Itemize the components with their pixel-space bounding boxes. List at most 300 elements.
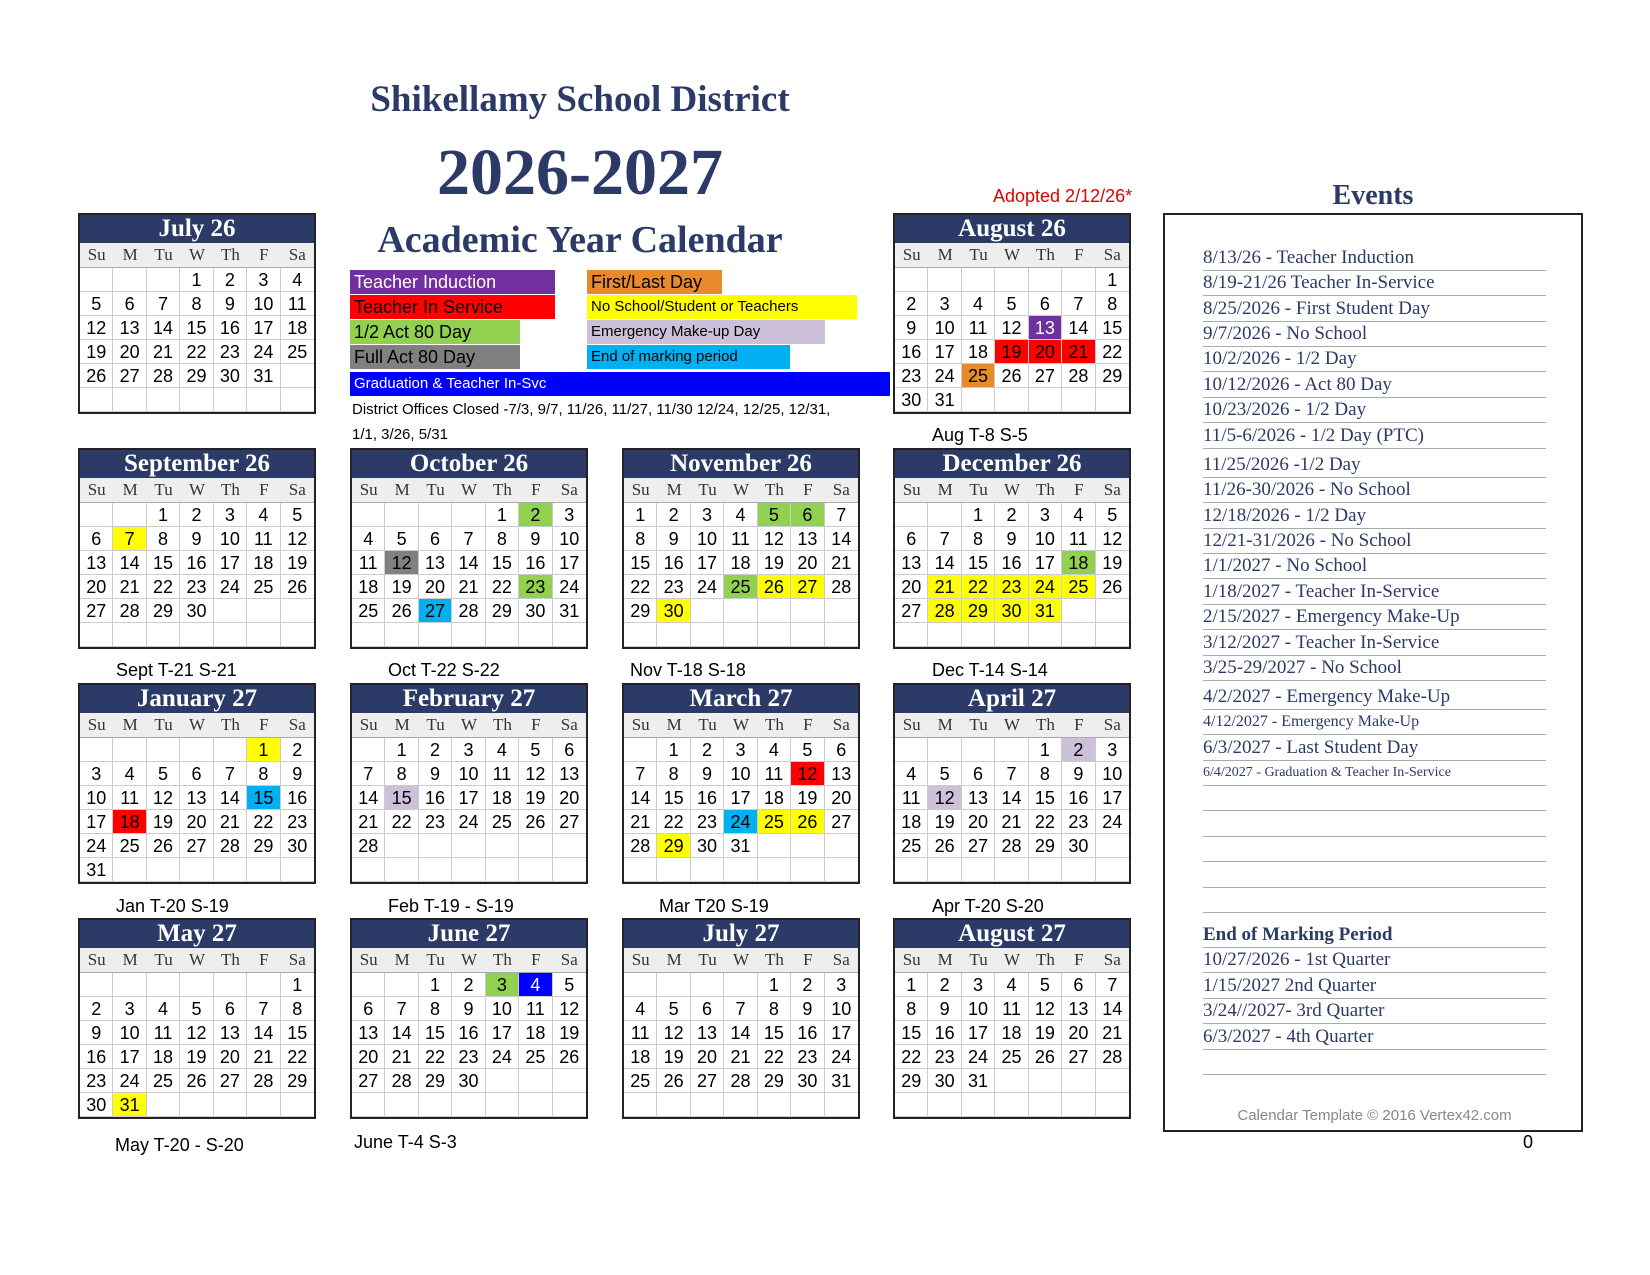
day-cell <box>147 268 180 292</box>
day-cell: 30 <box>1062 834 1095 858</box>
day-cell: 20 <box>214 1045 247 1069</box>
day-cell: 5 <box>928 762 961 786</box>
day-cell <box>180 388 213 412</box>
day-cell <box>1062 599 1095 623</box>
day-cell: 16 <box>691 786 724 810</box>
day-cell: 9 <box>281 762 314 786</box>
day-cell <box>1029 388 1062 412</box>
day-cell: 12 <box>995 316 1028 340</box>
day-cell: 18 <box>486 786 519 810</box>
day-cell: 7 <box>624 762 657 786</box>
day-cell: 12 <box>281 527 314 551</box>
day-cell: 17 <box>962 1021 995 1045</box>
day-cell: 18 <box>247 551 280 575</box>
day-cell <box>691 599 724 623</box>
day-cell: 24 <box>452 810 485 834</box>
district-name: Shikellamy School District <box>370 79 790 120</box>
month-title: March 27 <box>624 685 858 713</box>
day-cell: 5 <box>1096 503 1129 527</box>
day-cell <box>385 834 418 858</box>
day-cell <box>1096 834 1129 858</box>
day-cell: 14 <box>147 316 180 340</box>
day-cell <box>624 1093 657 1117</box>
day-cell: 12 <box>791 762 824 786</box>
day-cell: 8 <box>962 527 995 551</box>
day-cell: 30 <box>80 1093 113 1117</box>
weekday-label: Su <box>895 713 928 738</box>
day-cell: 13 <box>180 786 213 810</box>
day-cell <box>180 858 213 882</box>
day-cell: 4 <box>624 997 657 1021</box>
day-cell: 5 <box>995 292 1028 316</box>
day-cell <box>928 858 961 882</box>
day-cell: 10 <box>1096 762 1129 786</box>
day-cell <box>825 834 858 858</box>
day-cell: 17 <box>452 786 485 810</box>
adopted-date: Adopted 2/12/26* <box>993 186 1133 206</box>
weekday-label: Th <box>1029 243 1062 268</box>
day-cell: 23 <box>80 1069 113 1093</box>
weekday-label: Sa <box>1096 713 1129 738</box>
day-cell <box>895 858 928 882</box>
day-cell: 21 <box>1062 340 1095 364</box>
weekday-label: Th <box>214 243 247 268</box>
weekday-label: Tu <box>962 478 995 503</box>
day-cell: 5 <box>791 738 824 762</box>
day-cell: 2 <box>180 503 213 527</box>
day-cell: 9 <box>180 527 213 551</box>
day-cell: 15 <box>1029 786 1062 810</box>
day-cell: 22 <box>281 1045 314 1069</box>
event-item: 3/12/2027 - Teacher In-Service <box>1203 630 1546 656</box>
day-cell: 24 <box>486 1045 519 1069</box>
day-cell <box>352 503 385 527</box>
day-cell: 8 <box>657 762 690 786</box>
day-cell <box>113 858 146 882</box>
day-cell: 14 <box>724 1021 757 1045</box>
day-cell <box>624 973 657 997</box>
day-cell: 27 <box>791 575 824 599</box>
day-cell: 6 <box>352 997 385 1021</box>
day-cell: 29 <box>486 599 519 623</box>
day-cell <box>419 623 452 647</box>
day-cell: 19 <box>385 575 418 599</box>
weekday-label: Th <box>486 713 519 738</box>
weekday-label: Su <box>624 713 657 738</box>
day-cell: 21 <box>995 810 1028 834</box>
day-cell: 11 <box>758 762 791 786</box>
weekday-label: F <box>1062 478 1095 503</box>
day-cell: 21 <box>352 810 385 834</box>
day-cell: 8 <box>419 997 452 1021</box>
day-cell: 25 <box>486 810 519 834</box>
legend-end-marking: End of marking period <box>587 345 790 369</box>
weekday-label: Su <box>624 478 657 503</box>
day-cell: 7 <box>385 997 418 1021</box>
day-cell: 27 <box>691 1069 724 1093</box>
legend-graduation: Graduation & Teacher In-Svc <box>350 372 890 396</box>
day-cell: 17 <box>553 551 586 575</box>
weekday-label: Tu <box>691 478 724 503</box>
day-cell: 19 <box>995 340 1028 364</box>
day-cell: 26 <box>385 599 418 623</box>
day-cell <box>995 1069 1028 1093</box>
day-cell: 30 <box>452 1069 485 1093</box>
day-cell <box>1062 268 1095 292</box>
weekday-label: M <box>657 948 690 973</box>
weekday-label: Sa <box>281 243 314 268</box>
day-cell: 5 <box>180 997 213 1021</box>
day-cell: 11 <box>624 1021 657 1045</box>
day-cell <box>385 973 418 997</box>
day-cell: 20 <box>352 1045 385 1069</box>
day-cell: 5 <box>553 973 586 997</box>
month-day-count: Jan T-20 S-19 <box>116 896 229 916</box>
day-cell <box>1096 599 1129 623</box>
day-cell: 18 <box>995 1021 1028 1045</box>
day-cell: 24 <box>962 1045 995 1069</box>
weekday-label: Su <box>352 713 385 738</box>
weekday-label: Sa <box>825 478 858 503</box>
month-title: November 26 <box>624 450 858 478</box>
legend-no-school: No School/Student or Teachers <box>587 295 857 319</box>
day-cell <box>452 503 485 527</box>
day-cell: 29 <box>624 599 657 623</box>
day-cell: 30 <box>180 599 213 623</box>
event-item: 1/18/2027 - Teacher In-Service <box>1203 579 1546 605</box>
day-cell <box>553 1069 586 1093</box>
day-cell: 2 <box>791 973 824 997</box>
day-cell: 28 <box>928 599 961 623</box>
day-cell: 11 <box>519 997 552 1021</box>
day-cell: 21 <box>928 575 961 599</box>
day-cell: 28 <box>1062 364 1095 388</box>
day-cell: 16 <box>452 1021 485 1045</box>
day-cell <box>553 834 586 858</box>
day-cell: 1 <box>281 973 314 997</box>
weekday-label: Su <box>80 713 113 738</box>
weekday-label: Tu <box>147 243 180 268</box>
day-cell <box>825 1093 858 1117</box>
day-cell <box>247 1093 280 1117</box>
weekday-label: Th <box>1029 478 1062 503</box>
day-cell <box>724 599 757 623</box>
day-cell: 13 <box>113 316 146 340</box>
weekday-label: Tu <box>962 243 995 268</box>
day-cell <box>214 388 247 412</box>
day-cell: 11 <box>486 762 519 786</box>
day-cell: 12 <box>1096 527 1129 551</box>
day-cell <box>624 858 657 882</box>
day-cell: 9 <box>80 1021 113 1045</box>
day-cell: 16 <box>995 551 1028 575</box>
day-cell <box>1096 388 1129 412</box>
event-blank-line <box>1203 836 1546 862</box>
day-cell <box>352 738 385 762</box>
day-cell: 17 <box>247 316 280 340</box>
event-item: 4/2/2027 - Emergency Make-Up <box>1203 684 1546 710</box>
day-cell: 23 <box>281 810 314 834</box>
day-cell <box>758 1093 791 1117</box>
day-cell: 16 <box>180 551 213 575</box>
weekday-label: M <box>385 478 418 503</box>
day-cell: 6 <box>825 738 858 762</box>
day-cell <box>147 1093 180 1117</box>
weekday-label: M <box>385 948 418 973</box>
day-cell: 10 <box>724 762 757 786</box>
day-cell: 2 <box>214 268 247 292</box>
day-cell: 19 <box>553 1021 586 1045</box>
day-cell: 11 <box>113 786 146 810</box>
day-cell: 17 <box>1096 786 1129 810</box>
day-cell: 3 <box>825 973 858 997</box>
day-cell: 22 <box>419 1045 452 1069</box>
day-cell: 28 <box>1096 1045 1129 1069</box>
day-cell: 30 <box>995 599 1028 623</box>
day-cell <box>1062 388 1095 412</box>
day-cell: 15 <box>419 1021 452 1045</box>
day-cell <box>113 388 146 412</box>
day-cell: 7 <box>724 997 757 1021</box>
weekday-label: W <box>452 478 485 503</box>
month-day-count: Oct T-22 S-22 <box>388 660 500 680</box>
weekday-label: W <box>180 713 213 738</box>
day-cell <box>452 623 485 647</box>
day-cell: 8 <box>486 527 519 551</box>
weekday-label: Th <box>486 948 519 973</box>
day-cell: 31 <box>825 1069 858 1093</box>
day-cell: 9 <box>214 292 247 316</box>
school-year: 2026-2027 <box>437 136 723 209</box>
weekday-label: Tu <box>419 713 452 738</box>
weekday-label: M <box>928 948 961 973</box>
month-day-count: May T-20 - S-20 <box>115 1135 244 1155</box>
event-item: 8/13/26 - Teacher Induction <box>1203 245 1546 271</box>
day-cell: 16 <box>214 316 247 340</box>
event-item: 10/23/2026 - 1/2 Day <box>1203 397 1546 423</box>
event-item: 8/25/2026 - First Student Day <box>1203 296 1546 322</box>
day-cell: 13 <box>825 762 858 786</box>
day-cell: 5 <box>385 527 418 551</box>
day-cell: 20 <box>825 786 858 810</box>
day-cell <box>281 364 314 388</box>
day-cell: 8 <box>1096 292 1129 316</box>
day-cell: 10 <box>214 527 247 551</box>
day-cell: 26 <box>519 810 552 834</box>
day-cell: 19 <box>1096 551 1129 575</box>
weekday-label: W <box>724 948 757 973</box>
day-cell <box>352 858 385 882</box>
day-cell: 6 <box>214 997 247 1021</box>
day-cell <box>895 623 928 647</box>
day-cell <box>281 1093 314 1117</box>
day-cell: 2 <box>928 973 961 997</box>
day-cell: 30 <box>895 388 928 412</box>
weekday-label: Tu <box>419 948 452 973</box>
day-cell: 17 <box>214 551 247 575</box>
day-cell: 23 <box>791 1045 824 1069</box>
weekday-label: Su <box>352 948 385 973</box>
day-cell: 10 <box>825 997 858 1021</box>
day-cell: 11 <box>962 316 995 340</box>
day-cell: 10 <box>247 292 280 316</box>
day-cell <box>247 973 280 997</box>
day-cell <box>180 623 213 647</box>
month-day-count: Nov T-18 S-18 <box>630 660 746 680</box>
weekday-label: Sa <box>553 478 586 503</box>
day-cell: 5 <box>758 503 791 527</box>
weekday-label: Sa <box>553 948 586 973</box>
day-cell <box>180 1093 213 1117</box>
event-item: 11/5-6/2026 - 1/2 Day (PTC) <box>1203 423 1546 449</box>
day-cell <box>791 1093 824 1117</box>
weekday-label: W <box>724 478 757 503</box>
day-cell: 23 <box>928 1045 961 1069</box>
weekday-label: Tu <box>691 948 724 973</box>
day-cell: 5 <box>147 762 180 786</box>
weekday-label: Th <box>1029 948 1062 973</box>
event-item: 11/26-30/2026 - No School <box>1203 477 1546 503</box>
day-cell: 30 <box>281 834 314 858</box>
day-cell: 30 <box>214 364 247 388</box>
day-cell: 24 <box>1029 575 1062 599</box>
day-cell: 29 <box>895 1069 928 1093</box>
day-cell <box>214 623 247 647</box>
day-cell: 2 <box>452 973 485 997</box>
day-cell: 28 <box>825 575 858 599</box>
month-calendar <box>78 448 316 649</box>
day-cell <box>553 623 586 647</box>
day-cell: 29 <box>147 599 180 623</box>
day-cell: 31 <box>113 1093 146 1117</box>
day-cell: 21 <box>147 340 180 364</box>
day-cell: 4 <box>1062 503 1095 527</box>
weekday-label: W <box>452 948 485 973</box>
day-cell <box>691 858 724 882</box>
day-cell: 11 <box>724 527 757 551</box>
event-item: 10/2/2026 - 1/2 Day <box>1203 346 1546 372</box>
day-cell: 19 <box>758 551 791 575</box>
day-cell: 24 <box>247 340 280 364</box>
day-cell <box>419 503 452 527</box>
day-cell: 6 <box>419 527 452 551</box>
day-cell: 25 <box>113 834 146 858</box>
day-cell <box>214 1093 247 1117</box>
events-title: Events <box>1332 180 1414 211</box>
day-cell: 18 <box>758 786 791 810</box>
event-item: 9/7/2026 - No School <box>1203 321 1546 347</box>
day-cell <box>995 738 1028 762</box>
day-cell: 28 <box>724 1069 757 1093</box>
legend-inservice: Teacher In Service <box>350 295 555 319</box>
day-cell: 14 <box>1096 997 1129 1021</box>
weekday-label: F <box>791 478 824 503</box>
month-title: December 26 <box>895 450 1129 478</box>
day-cell: 2 <box>1062 738 1095 762</box>
month-title: June 27 <box>352 920 586 948</box>
day-cell: 4 <box>247 503 280 527</box>
day-cell <box>80 388 113 412</box>
month-title: February 27 <box>352 685 586 713</box>
day-cell: 2 <box>519 503 552 527</box>
day-cell <box>758 599 791 623</box>
day-cell: 14 <box>113 551 146 575</box>
day-cell <box>1096 623 1129 647</box>
event-item: 8/19-21/26 Teacher In-Service <box>1203 270 1546 296</box>
day-cell: 26 <box>1029 1045 1062 1069</box>
day-cell: 26 <box>147 834 180 858</box>
day-cell <box>352 973 385 997</box>
weekday-label: Tu <box>691 713 724 738</box>
day-cell: 7 <box>113 527 146 551</box>
day-cell: 8 <box>758 997 791 1021</box>
day-cell <box>486 834 519 858</box>
day-cell: 5 <box>1029 973 1062 997</box>
day-cell <box>691 1093 724 1117</box>
day-cell: 7 <box>214 762 247 786</box>
day-cell <box>80 503 113 527</box>
day-cell: 7 <box>147 292 180 316</box>
day-cell: 31 <box>247 364 280 388</box>
weekday-label: W <box>995 478 1028 503</box>
day-cell: 7 <box>352 762 385 786</box>
weekday-label: Th <box>758 713 791 738</box>
day-cell: 27 <box>962 834 995 858</box>
day-cell: 8 <box>281 997 314 1021</box>
day-cell <box>962 1093 995 1117</box>
weekday-label: F <box>247 478 280 503</box>
day-cell: 7 <box>825 503 858 527</box>
month-calendar <box>622 918 860 1119</box>
day-cell: 13 <box>553 762 586 786</box>
day-cell <box>1029 1093 1062 1117</box>
day-cell: 30 <box>519 599 552 623</box>
weekday-label: F <box>791 948 824 973</box>
weekday-label: Th <box>758 478 791 503</box>
day-cell: 8 <box>624 527 657 551</box>
day-cell: 29 <box>657 834 690 858</box>
day-cell: 9 <box>791 997 824 1021</box>
weekday-label: W <box>995 243 1028 268</box>
day-cell: 10 <box>691 527 724 551</box>
day-cell: 25 <box>895 834 928 858</box>
day-cell <box>825 858 858 882</box>
weekday-label: Sa <box>281 948 314 973</box>
day-cell: 22 <box>962 575 995 599</box>
day-cell: 15 <box>147 551 180 575</box>
day-cell: 18 <box>113 810 146 834</box>
month-title: August 27 <box>895 920 1129 948</box>
day-cell: 22 <box>624 575 657 599</box>
day-cell: 20 <box>180 810 213 834</box>
day-cell: 19 <box>281 551 314 575</box>
day-cell <box>791 623 824 647</box>
day-cell: 24 <box>691 575 724 599</box>
day-cell: 10 <box>553 527 586 551</box>
day-cell <box>691 623 724 647</box>
day-cell: 7 <box>452 527 485 551</box>
day-cell: 15 <box>180 316 213 340</box>
day-cell: 20 <box>691 1045 724 1069</box>
weekday-label: W <box>452 713 485 738</box>
day-cell: 23 <box>419 810 452 834</box>
day-cell: 17 <box>928 340 961 364</box>
weekday-label: M <box>113 243 146 268</box>
month-title: August 26 <box>895 215 1129 243</box>
day-cell <box>247 623 280 647</box>
day-cell: 16 <box>419 786 452 810</box>
day-cell <box>1062 858 1095 882</box>
